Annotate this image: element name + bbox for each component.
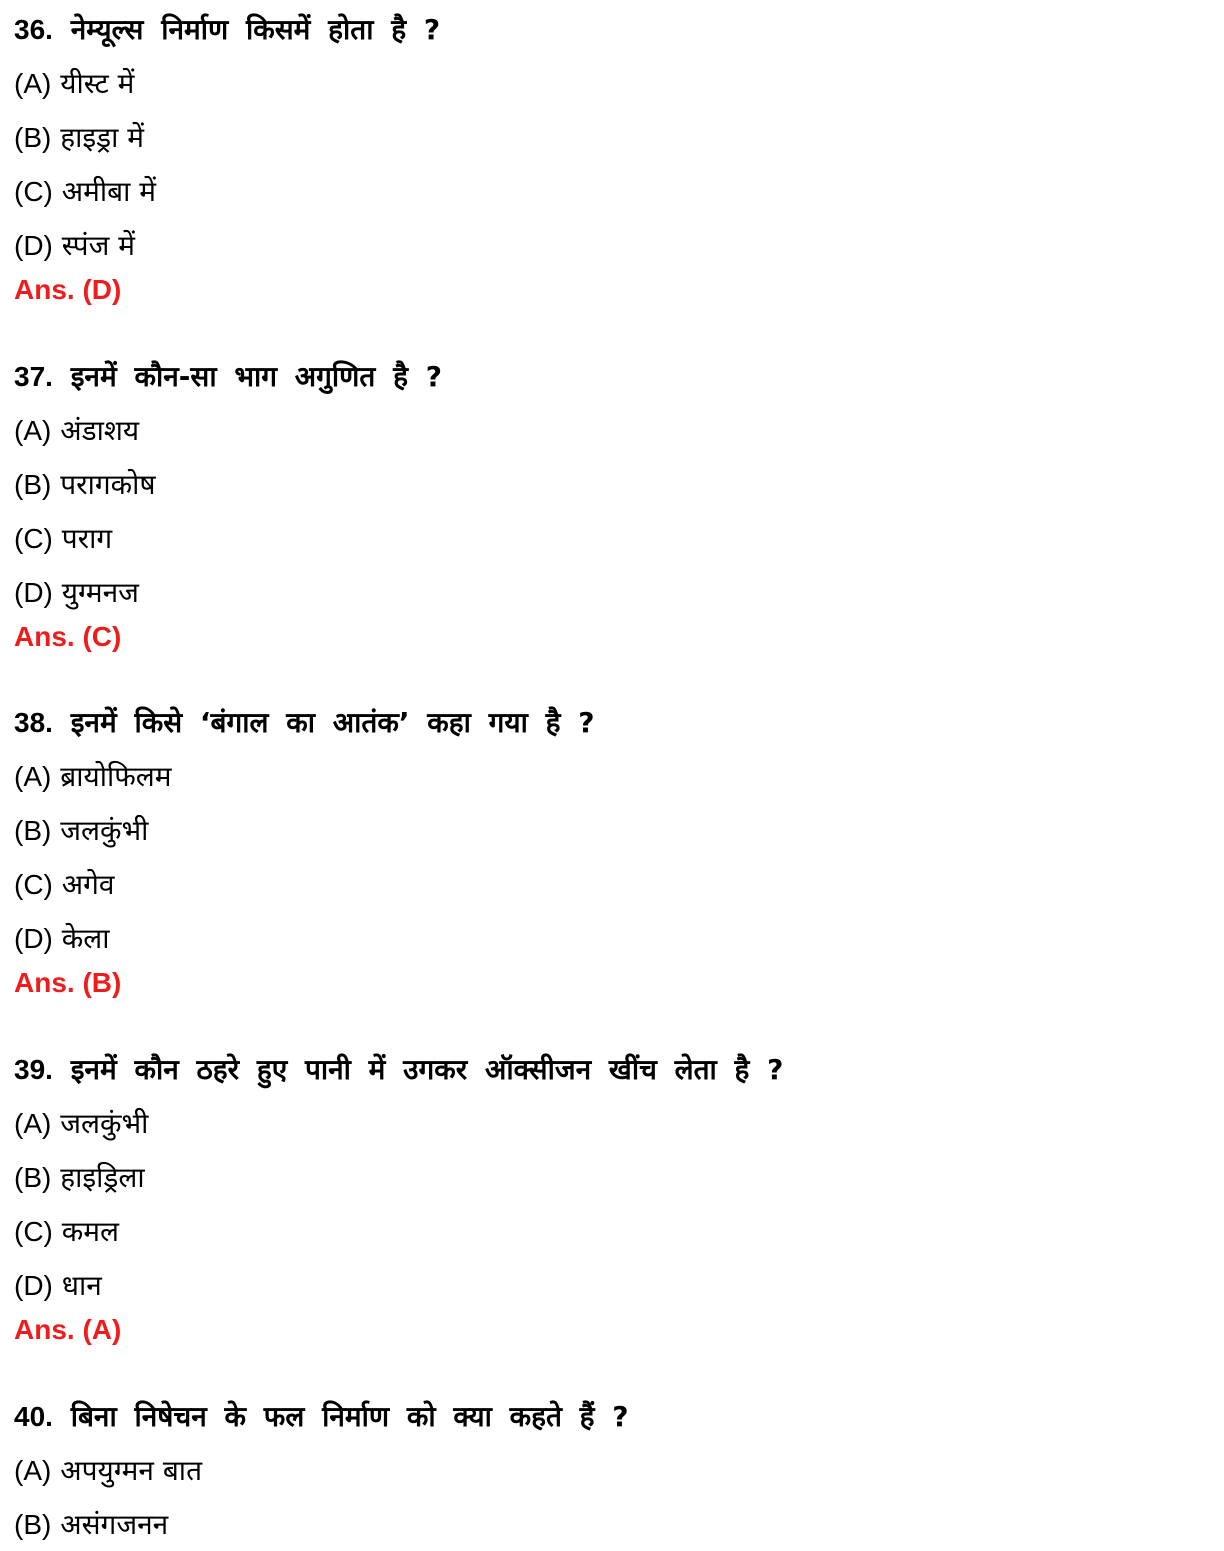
question-text: नेम्यूल्स निर्माण किसमें होता है ? [70, 13, 441, 46]
option-line [14, 1160, 1204, 1196]
option-letter: (B) [14, 815, 52, 846]
option-letter: (A) [14, 761, 52, 792]
option-text: अपयुग्मन बात [60, 1454, 203, 1487]
option-text: ब्रायोफिलम [60, 760, 172, 793]
option-text: युग्मनज [61, 576, 139, 609]
question-text-line [14, 359, 1204, 395]
option-letter: (A) [14, 1108, 52, 1139]
option-text: असंगजनन [60, 1508, 169, 1541]
answer-label: Ans. (B) [14, 967, 122, 998]
answer-label: Ans. (D) [14, 274, 122, 305]
option-letter: (A) [14, 1455, 52, 1486]
option-text: हाइड्रा में [60, 121, 144, 154]
option-text: पराग [61, 522, 113, 555]
option-letter: (D) [14, 230, 53, 261]
question-text-line [14, 705, 1204, 741]
option-line [14, 174, 1204, 210]
option-letter: (A) [14, 68, 52, 99]
option-text: केला [61, 922, 110, 955]
option-text: जलकुंभी [60, 1107, 149, 1140]
question-text: इनमें कौन-सा भाग अगुणित है ? [70, 360, 442, 393]
option-letter: (C) [14, 869, 53, 900]
option-line [14, 759, 1204, 795]
option-letter: (D) [14, 1270, 53, 1301]
option-text: यीस्ट में [60, 67, 135, 100]
question-text: बिना निषेचन के फल निर्माण को क्या कहते हैं ? [70, 1400, 629, 1433]
question-number: 36. [14, 14, 53, 45]
question-text: इनमें किसे ‘बंगाल का आतंक’ कहा गया है ? [70, 706, 595, 739]
question-block [14, 1399, 1204, 1543]
option-line [14, 413, 1204, 449]
option-text: स्पंज में [61, 229, 135, 262]
option-letter: (B) [14, 469, 52, 500]
option-line [14, 813, 1204, 849]
option-letter: (B) [14, 1162, 52, 1193]
question-block [14, 705, 1204, 1001]
option-line [14, 467, 1204, 503]
question-block [14, 359, 1204, 655]
question-block [14, 12, 1204, 308]
option-line [14, 575, 1204, 611]
option-text: कमल [61, 1215, 120, 1248]
option-text: परागकोष [60, 468, 156, 501]
option-line [14, 120, 1204, 156]
option-line [14, 867, 1204, 903]
option-line [14, 1268, 1204, 1304]
option-line [14, 1214, 1204, 1250]
option-text: अमीबा में [61, 175, 157, 208]
option-letter: (B) [14, 1509, 52, 1540]
option-letter: (B) [14, 122, 52, 153]
option-line [14, 1453, 1204, 1489]
question-number: 40. [14, 1401, 53, 1432]
option-line [14, 1507, 1204, 1543]
option-letter: (D) [14, 577, 53, 608]
option-text: अगेव [61, 868, 115, 901]
answer-label: Ans. (A) [14, 1314, 122, 1345]
question-text-line [14, 1399, 1204, 1435]
option-letter: (C) [14, 523, 53, 554]
option-line [14, 228, 1204, 264]
question-block [14, 1052, 1204, 1348]
option-text: अंडाशय [60, 414, 140, 447]
question-text-line [14, 12, 1204, 48]
question-number: 38. [14, 707, 53, 738]
option-line [14, 921, 1204, 957]
question-text-line [14, 1052, 1204, 1088]
option-letter: (D) [14, 923, 53, 954]
question-number: 37. [14, 361, 53, 392]
question-text: इनमें कौन ठहरे हुए पानी में उगकर ऑक्सीजन खींच लेता है ? [70, 1053, 784, 1086]
option-letter: (A) [14, 415, 52, 446]
option-line [14, 521, 1204, 557]
option-line [14, 1106, 1204, 1142]
option-letter: (C) [14, 1216, 53, 1247]
question-number: 39. [14, 1054, 53, 1085]
option-letter: (C) [14, 176, 53, 207]
option-text: हाइड्रिला [60, 1161, 145, 1194]
option-text: जलकुंभी [60, 814, 149, 847]
answer-label: Ans. (C) [14, 621, 122, 652]
option-line [14, 66, 1204, 102]
option-text: धान [61, 1269, 102, 1302]
